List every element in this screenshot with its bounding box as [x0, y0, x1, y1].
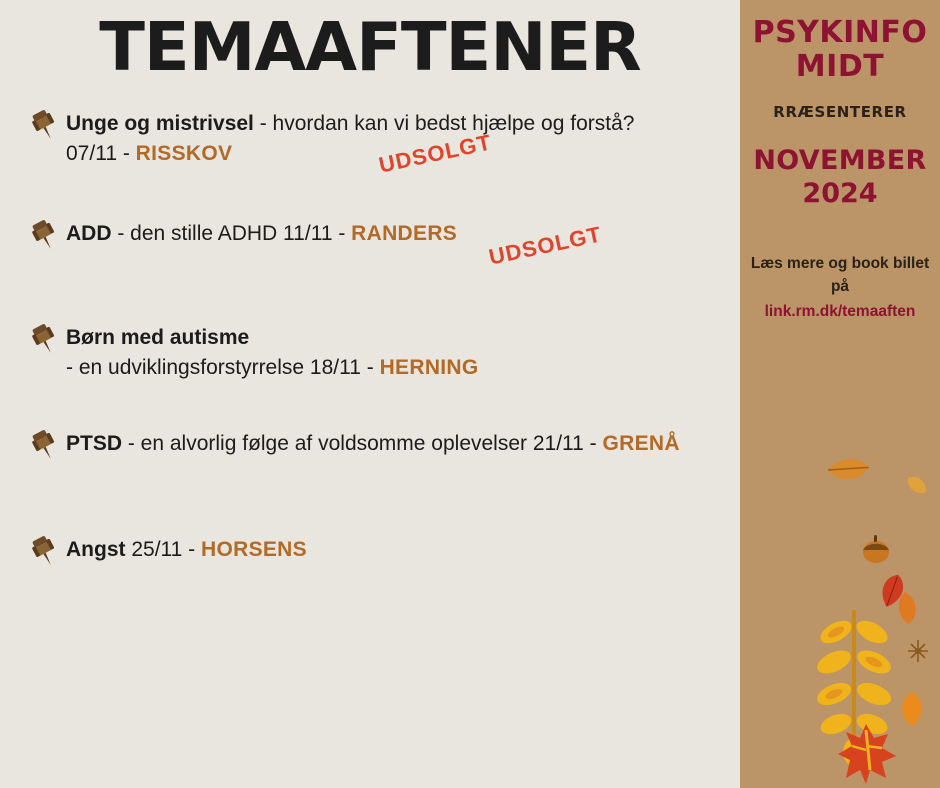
- event-description: - hvordan kan vi bedst hjælpe og forstå? 07/11 -: [66, 112, 635, 165]
- event-city: RISSKOV: [135, 141, 233, 165]
- list-item[interactable]: [26, 217, 740, 281]
- event-title: Børn med autisme: [66, 326, 250, 349]
- status-badge: UDSOLGT: [486, 221, 604, 270]
- event-title: PTSD: [66, 432, 123, 455]
- event-text: [66, 321, 479, 383]
- event-description: - en alvorlig følge af voldsomme oplevelser 21/11 -: [122, 432, 603, 455]
- event-city: HERNING: [379, 355, 479, 379]
- event-text: [66, 107, 686, 169]
- brand-line-1: PSYKINFO: [752, 15, 928, 50]
- pushpin-icon: [26, 219, 66, 253]
- brand-line-2: MIDT: [795, 48, 885, 84]
- list-item[interactable]: [26, 321, 740, 385]
- event-title: Unge og mistrivsel: [66, 112, 254, 135]
- event-title: Angst: [66, 538, 126, 561]
- booking-text: Læs mere og book billet på: [750, 254, 930, 296]
- list-item[interactable]: [26, 533, 740, 597]
- event-text: [66, 533, 307, 565]
- year-label: 2024: [802, 177, 878, 209]
- status-badge: UDSOLGT: [376, 129, 494, 178]
- month-label: NOVEMBER: [753, 145, 927, 177]
- event-list: [0, 107, 740, 597]
- event-description: - en udviklingsforstyrrelse 18/11 -: [66, 355, 380, 379]
- page-title: TEMAAFTENER: [99, 8, 641, 86]
- event-description: 25/11 -: [125, 538, 201, 561]
- pushpin-icon: [26, 109, 66, 143]
- event-title: ADD: [66, 222, 112, 245]
- presents-label: RRÆSENTERER: [773, 103, 907, 122]
- event-city: GRENÅ: [602, 432, 680, 455]
- list-item[interactable]: [26, 427, 740, 491]
- event-description: - den stille ADHD 11/11 -: [111, 222, 352, 245]
- event-text: [66, 427, 680, 459]
- poster-sidebar: [740, 0, 940, 788]
- list-item[interactable]: [26, 107, 740, 178]
- pushpin-icon: [26, 535, 66, 569]
- booking-link[interactable]: link.rm.dk/temaaften: [764, 303, 916, 321]
- event-city: RANDERS: [351, 222, 458, 245]
- pushpin-icon: [26, 323, 66, 357]
- brand-name: [750, 16, 930, 83]
- pushpin-icon: [26, 429, 66, 463]
- booking-info: [750, 252, 930, 324]
- event-city: HORSENS: [201, 538, 307, 561]
- event-text: [66, 217, 457, 249]
- sidebar-content: [740, 0, 940, 324]
